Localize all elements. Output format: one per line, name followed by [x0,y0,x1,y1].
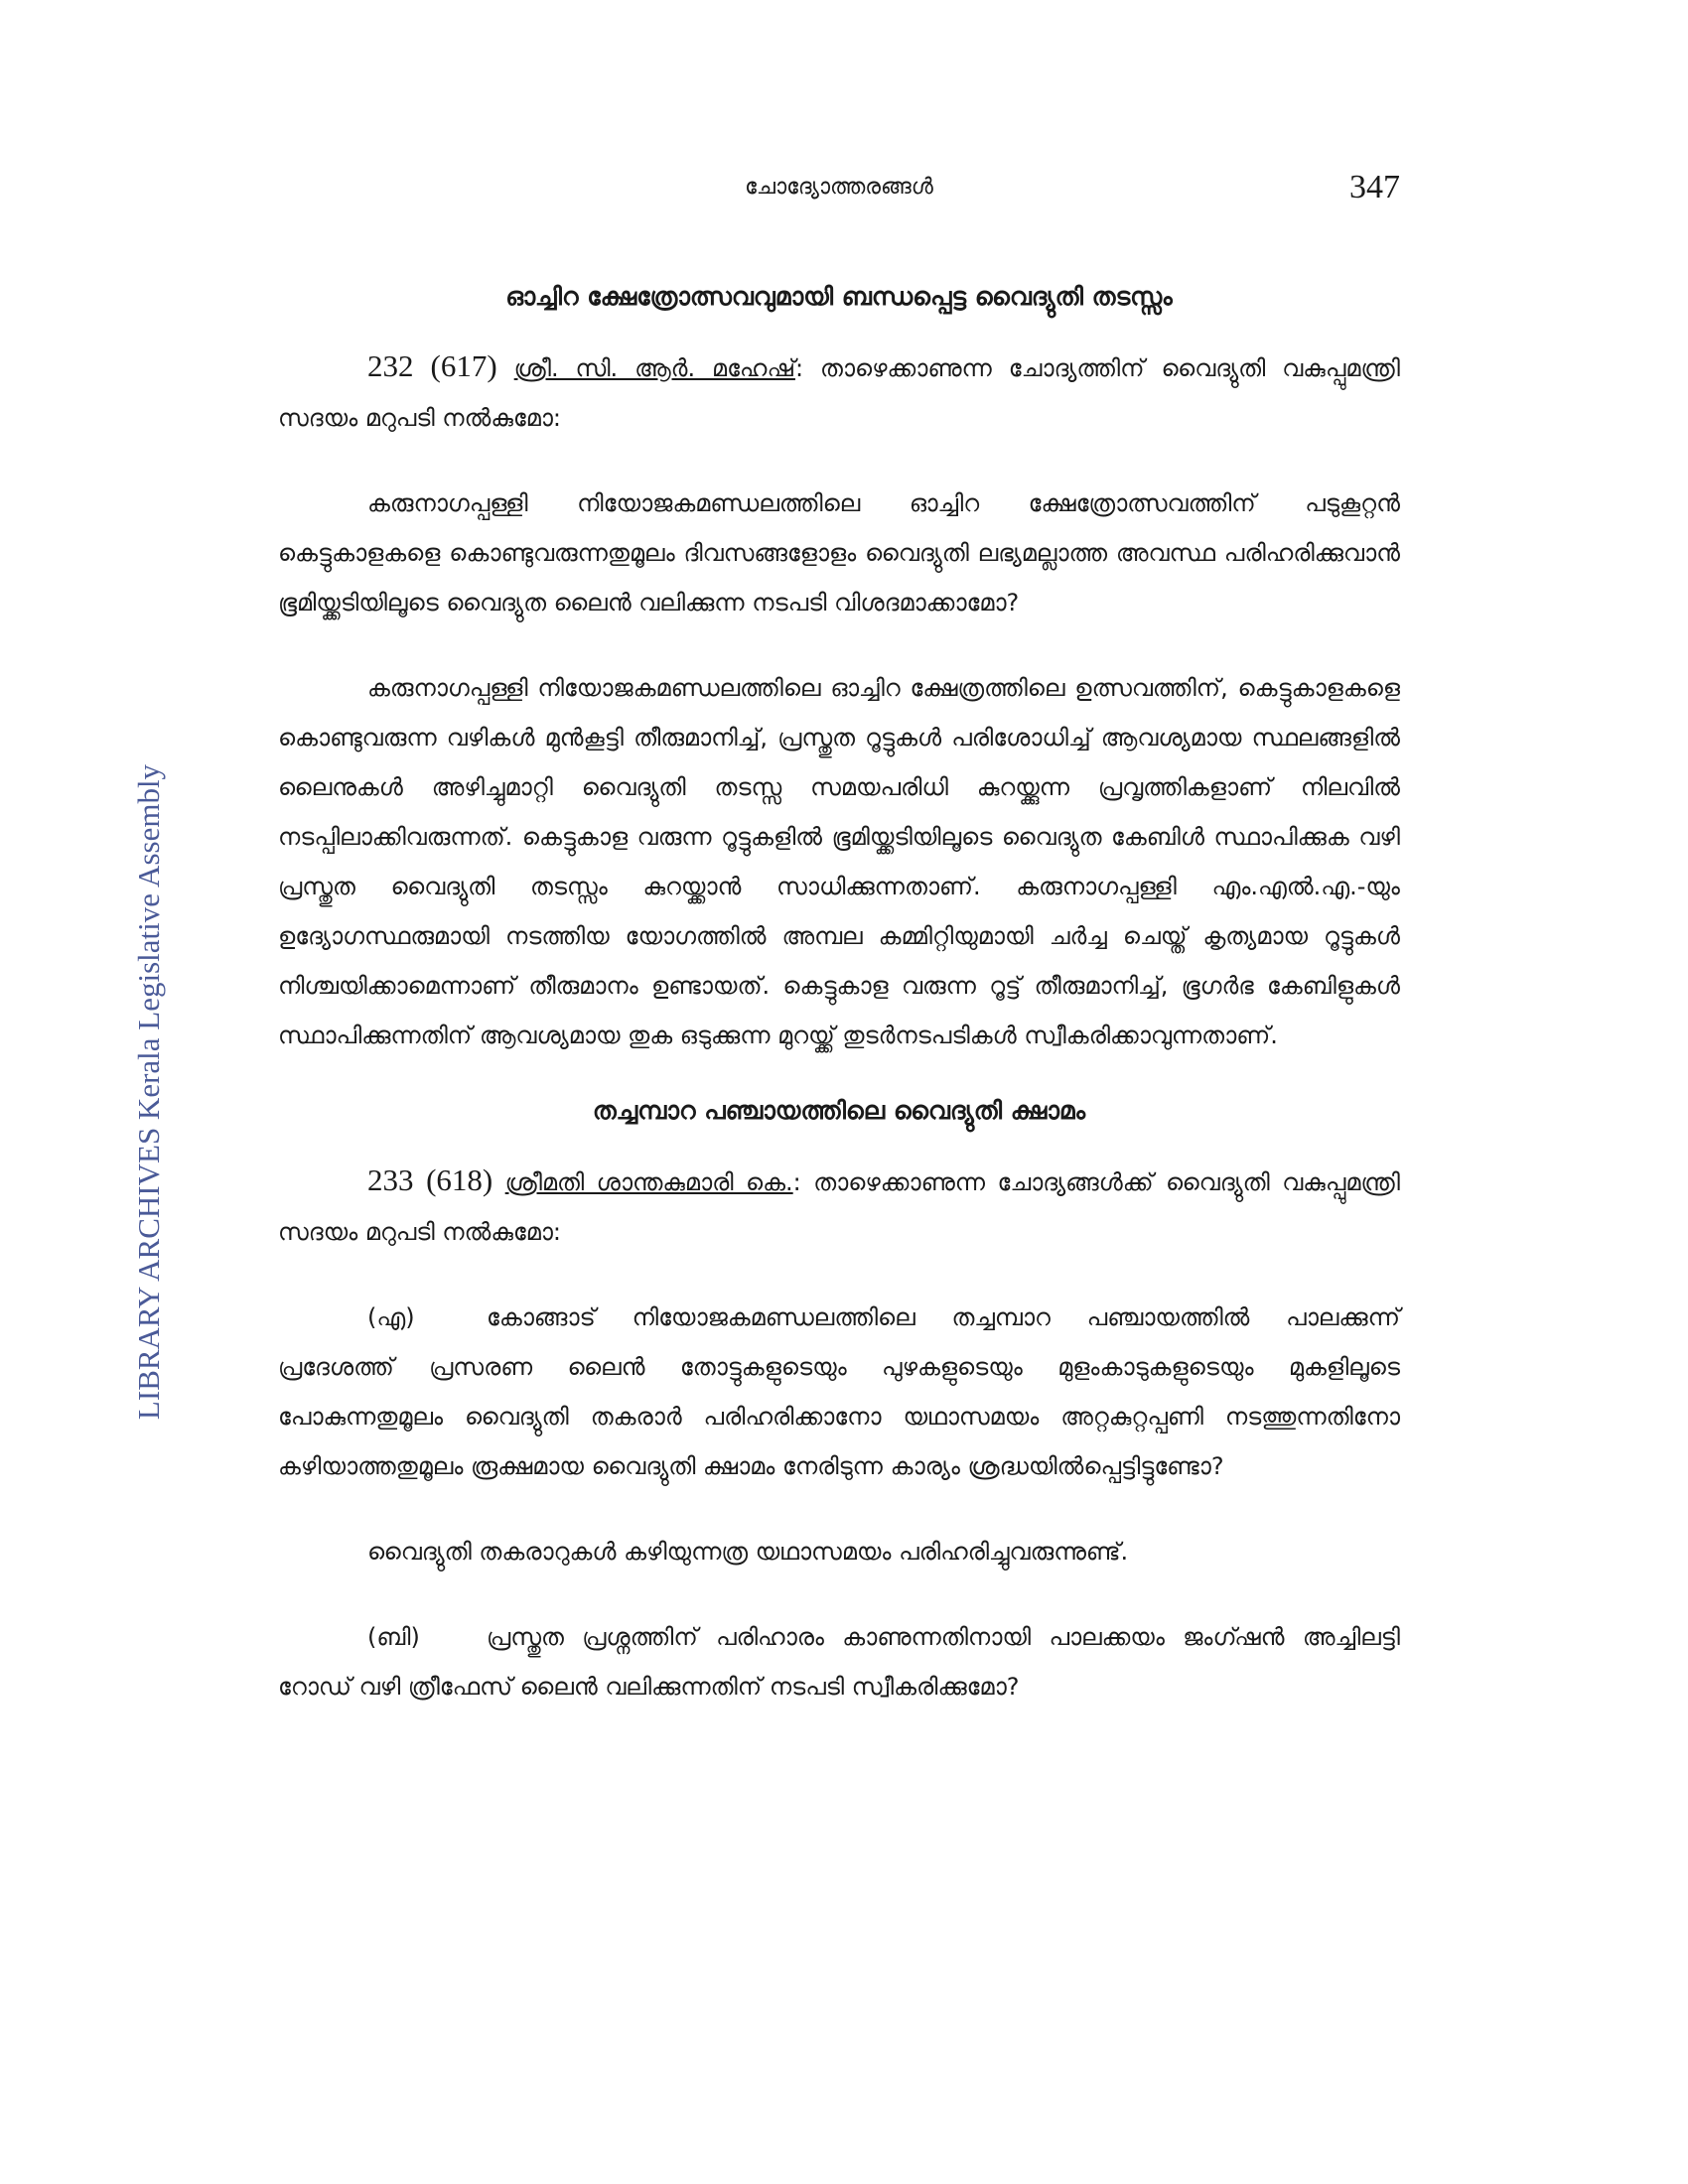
answer-text: കരുനാഗപ്പള്ളി നിയോജകമണ്ഡലത്തിലെ ഓച്ചിറ ക്ഷേത്രത്തിലെ ഉത്സവത്തിന്, കെട്ടുകാളകളെ കൊണ്ടുവരുന്ന വഴികൾ മുൻകൂട്ടി തീരുമാനിച്ച്, പ്രസ്തുത റൂട്ടുകൾ പരിശോധിച്ച് ആവശ്യമായ സ്ഥലങ്ങളിൽ ലൈനുകൾ അഴിച്ചുമാറ്റി വൈദ്യുതി തടസ്സ സമയപരിധി കുറയ്ക്കുന്ന പ്രവൃത്തികളാണ് നിലവിൽ നടപ്പിലാക്കിവരുന്നത്. കെട്ടുകാള വരുന്ന റൂട്ടുകളിൽ ഭൂമിയ്ക്കടിയിലൂടെ വൈദ്യുത കേബിൾ സ്ഥാപിക്കുക വഴി പ്രസ്തുത വൈദ്യുതി തടസ്സം കുറയ്ക്കാൻ സാധിക്കുന്നതാണ്. കരുനാഗപ്പള്ളി എം.എൽ.എ.-യും ഉദ്യോഗസ്ഥരുമായി നടത്തിയ യോഗത്തിൽ അമ്പല കമ്മിറ്റിയുമായി ചർച്ച ചെയ്ത് കൃത്യമായ റൂട്ടുകൾ നിശ്ചയിക്കാമെന്നാണ് തീരുമാനം ഉണ്ടായത്. കെട്ടുകാള വരുന്ന റൂട്ട് തീരുമാനിച്ച്, ഭൂഗർഭ കേബിളുകൾ സ്ഥാപിക്കുന്നതിന് ആവശ്യമായ തുക ഒടുക്കുന്ന മുറയ്ക്ക് തുടർനടപടികൾ സ്വീകരിക്കാവുന്നതാണ്. [278,674,1400,1049]
sub-question-a [278,1293,1400,1491]
question-number: 233 (618) [367,1162,493,1197]
question-intro [278,341,1400,443]
question-intro [278,1156,1400,1257]
archive-watermark: LIBRARY ARCHIVES Kerala Legislative Assembly [131,763,166,1421]
member-name: ശ്രീമതി ശാന്തകുമാരി കെ. [504,1168,793,1196]
section-heading: ഓച്ചിറ ക്ഷേത്രോത്സവവുമായി ബന്ധപ്പെട്ട വൈദ്യുതി തടസ്സം [505,282,1173,311]
question-text: കരുനാഗപ്പള്ളി നിയോജകമണ്ഡലത്തിലെ ഓച്ചിറ ക്ഷേത്രോത്സവത്തിന് പടുകൂറ്റൻ കെട്ടുകാളകളെ കൊണ്ടുവരുന്നതുമൂലം ദിവസങ്ങളോളം വൈദ്യുതി ലഭ്യമല്ലാത്ത അവസ്ഥ പരിഹരിക്കുവാൻ ഭൂമിയ്ക്കടിയിലൂടെ വൈദ്യുത ലൈൻ വലിക്കുന്ന നടപടി വിശദമാക്കാമോ? [278,489,1400,616]
section-heading: തച്ചമ്പാറ പഞ്ചായത്തിലെ വൈദ്യുതി ക്ഷാമം [592,1096,1086,1125]
question-intro-text: : താഴെക്കാണുന്ന ചോദ്യത്തിന് വൈദ്യുതി വകുപ്പുമന്ത്രി സദയം മറുപടി നൽകുമോ: [278,354,1400,432]
sub-question-text: പ്രസ്തുത പ്രശ്നത്തിന് പരിഹാരം കാണുന്നതിനായി പാലക്കയം ജംഗ്ഷൻ അച്ചിലട്ടി റോഡ് വഴി ത്രീഫേസ് ലൈൻ വലിക്കുന്നതിന് നടപടി സ്വീകരിക്കുമോ? [278,1623,1400,1701]
question-number: 232 (617) [367,348,497,383]
sub-question-text: കോങ്ങാട് നിയോജകമണ്ഡലത്തിലെ തച്ചമ്പാറ പഞ്ചായത്തിൽ പാലക്കുന്ന് പ്രദേശത്ത് പ്രസരണ ലൈൻ തോട്ടുകളുടെയും പുഴകളുടെയും മുളംകാടുകളുടെയും മുകളിലൂടെ പോകുന്നതുമൂലം വൈദ്യുതി തകരാർ പരിഹരിക്കാനോ യഥാസമയം അറ്റകുറ്റപ്പണി നടത്തുന്നതിനോ കഴിയാത്തതുമൂലം രൂക്ഷമായ വൈദ്യുതി ക്ഷാമം നേരിടുന്ന കാര്യം ശ്രദ്ധയിൽപ്പെട്ടിട്ടുണ്ടോ? [278,1303,1400,1480]
question-intro-text: : താഴെക്കാണുന്ന ചോദ്യങ്ങൾക്ക് വൈദ്യുതി വകുപ്പുമന്ത്രി സദയം മറുപടി നൽകുമോ: [278,1168,1400,1246]
running-title: ചോദ്യോത്തരങ്ങൾ [745,175,933,200]
sub-question-label: (എ) [367,1303,415,1331]
answer-text: വൈദ്യുതി തകരാറുകൾ കഴിയുന്നത്ര യഥാസമയം പരിഹരിച്ചുവരുന്നുണ്ട്. [367,1538,1129,1566]
page-number: 347 [1349,169,1400,205]
running-header [278,169,1400,208]
sub-question-label: (ബി) [367,1623,420,1651]
sub-question-b [278,1612,1400,1711]
member-name: ശ്രീ. സി. ആർ. മഹേഷ് [513,354,795,382]
page-content [278,268,1400,1747]
